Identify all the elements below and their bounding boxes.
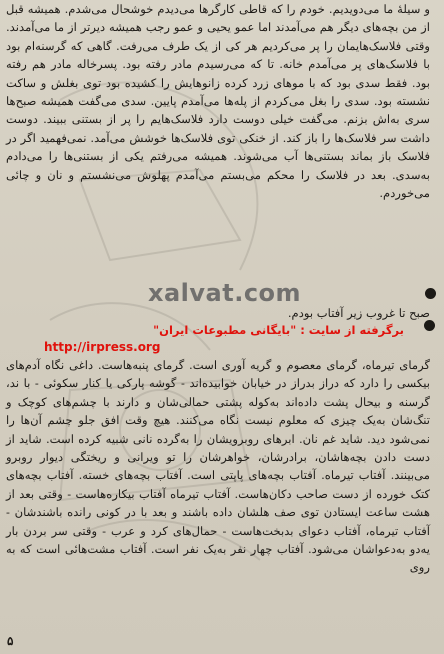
credit-url: http://irpress.org bbox=[44, 340, 161, 354]
paragraph-2 bbox=[6, 304, 430, 322]
watermark-site: xalvat.com bbox=[148, 279, 302, 307]
section-bullet-icon bbox=[425, 288, 436, 299]
paragraph-3 bbox=[6, 356, 430, 577]
credit-line: برگرفته از سایت : "بایگانی مطبوعات ایران" bbox=[153, 323, 404, 337]
page-number: ۵ bbox=[7, 634, 14, 648]
paragraph-1 bbox=[6, 0, 430, 202]
paragraph-1-text: و سیلهٔ ما می‌دویدیم. خودم را که قاطی کارگرها می‌دیدم خوشحال می‌شدم. همیشه قبل از من بچه‌های دیگر هم می‌آمدند اما عمو یحیی و عمو رجب همیشه دیرتر از ما می‌آمدند. وقتی فلاسک‌هایمان را پر می‌کردیم هر کی از یک طرف می‌رفت. گاهی که گرسنه‌ام بود با فلاسک‌های پر می‌آمدم خانه. تا که می‌رسیدم مادر رفته بود. پسرخاله مادر هم رفته بود. فقط سدی بود که با موهای زرد کرده زانوهایش را کشیده بود توی بغلش و ساکت نشسته بود. سدی را بغل می‌کردم از پله‌ها می‌آمدم پایین. سدی می‌گفت همیشه صبح‌ها سری به‌اش بزنم. می‌گفت خیلی دوست دارد فلاسک‌هایم را پر از بستنی ببیند. دوست داشت سر فلاسک‌ها را باز کند. از خنکی توی فلاسک‌ها خوشش می‌آمد. نمی‌فهمید اگر در فلاسک باز بماند بستنی‌ها آب می‌شوند. همیشه می‌رفتم یکی از بستنی‌ها را می‌دادم به‌سدی. بعد در فلاسک را محکم می‌بستم می‌آمدم پهلوش می‌نشستم و نان و چائی می‌خوردم. bbox=[6, 2, 430, 201]
paragraph-2-text: صبح تا غروب زیر آفتاب بودم. bbox=[287, 306, 430, 320]
paragraph-3-text: گرمای تیرماه، گرمای معصوم و گریه آوری است. گرمای پنبه‌هاست. داغی نگاه آدم‌های بیکسی را دارد که دراز بدراز در خیابان خوابیده‌اند - گوشه پارکی یا کنار سکوئی - با ند، گرسنه و بیحال پشت داده‌اند به‌کوله پشتی حمالی‌شان و دارند با چشم‌های کوچک و تنگ‌شان به‌یک چیزی که معلوم نیست نگاه می‌کنند. هیچ وقت افق جلو چشم آن‌ها را نمی‌شود دید. شاید غم نان. ابرهای روبرویشان را به‌گرده نانی شبیه کرده است. شاید از دست دادن بچه‌هاشان، برادرشان، خواهرشان را تو ویرانی و ریختگی دیوار روبرو می‌بینند. آفتاب تیرماه. آفتاب بچه‌های پاپتی است. آفتاب بچه‌های خسته. آفتاب بچه‌های کتک خورده از دست صاحب دکان‌هاست. آفتاب تیرماه آفتاب بیکاره‌هاست - وقتی بعد از هشت ساعت ایستادن توی صف هلشان داده باشند و بعد با در کونی رانده باشندشان - آفتاب تیرماه، آفتاب دعوای بدبخت‌هاست - حمال‌های کرد و عرب - وقتی سر بردن بار یه‌دو به‌دعواشان می‌شود. آفتاب چهار نفر به‌یک نفر است. آفتاب مشت‌هائی است که به روی bbox=[6, 358, 430, 575]
